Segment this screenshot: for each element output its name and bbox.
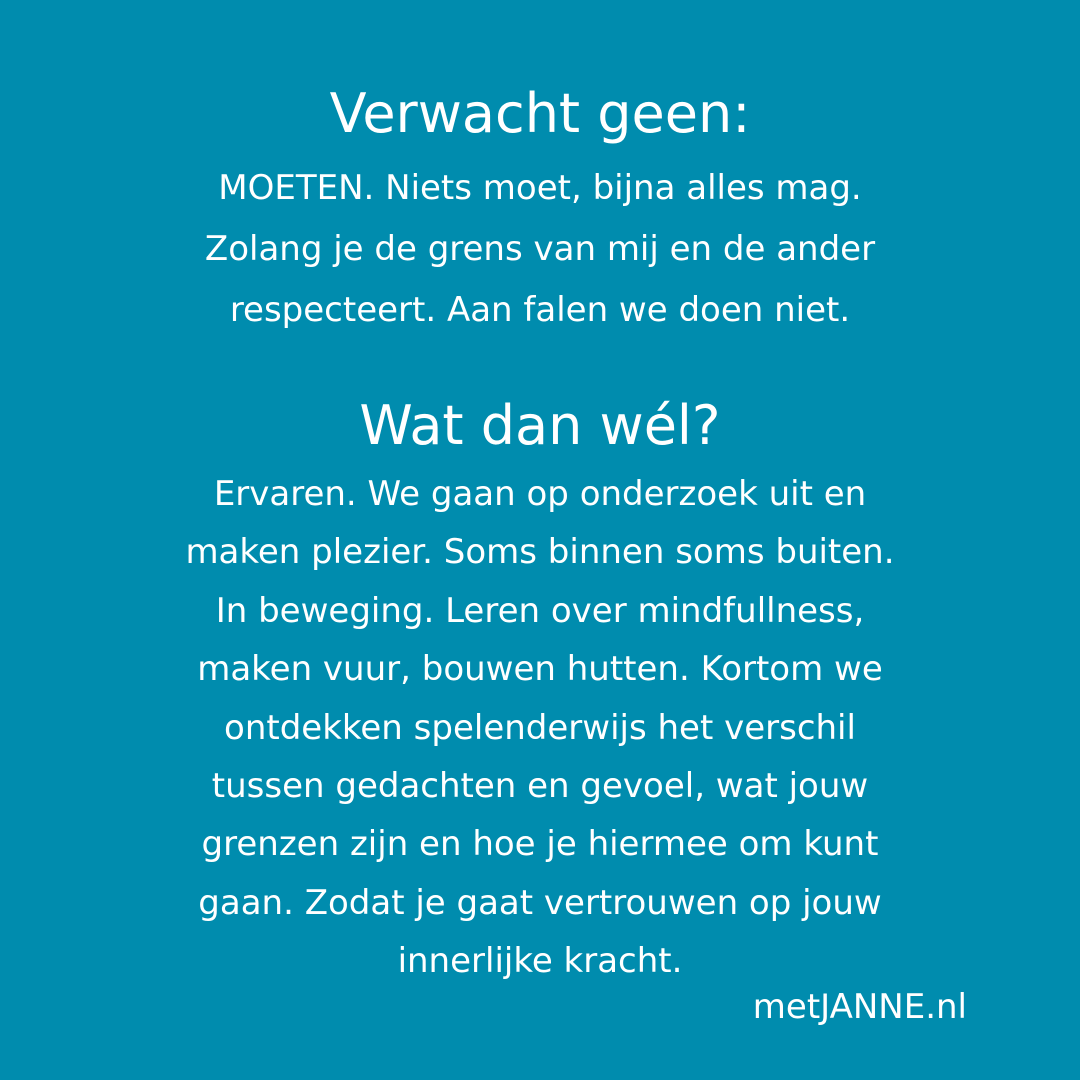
section-1-heading: Verwacht geen:	[329, 82, 751, 145]
section-2-line: innerlijke kracht.	[397, 941, 683, 982]
section-1-line: MOETEN. Niets moet, bijna alles mag.	[218, 168, 862, 208]
section-1-body	[90, 158, 990, 341]
section-2-line: grenzen zijn en hoe je hiermee om kunt	[201, 824, 879, 865]
section-2-line: maken plezier. Soms binnen soms buiten.	[185, 532, 895, 573]
section-1-line: respecteert. Aan falen we doen niet.	[229, 290, 851, 330]
website-url: metJANNE.nl	[752, 987, 967, 1027]
section-2-body	[90, 465, 990, 991]
section-2-line: In beweging. Leren over mindfullness,	[215, 590, 865, 631]
section-2-line: maken vuur, bouwen hutten. Kortom we	[197, 649, 883, 690]
section-2-heading: Wat dan wél?	[359, 394, 721, 457]
section-2-line: gaan. Zodat je gaat vertrouwen op jouw	[198, 882, 882, 923]
section-1-line: Zolang je de grens van mij en de ander	[204, 229, 876, 269]
section-2-line: Ervaren. We gaan op onderzoek uit en	[213, 474, 867, 514]
section-2-line: tussen gedachten en gevoel, wat jouw	[211, 766, 869, 807]
section-2-line: ontdekken spelenderwijs het verschil	[224, 707, 856, 748]
